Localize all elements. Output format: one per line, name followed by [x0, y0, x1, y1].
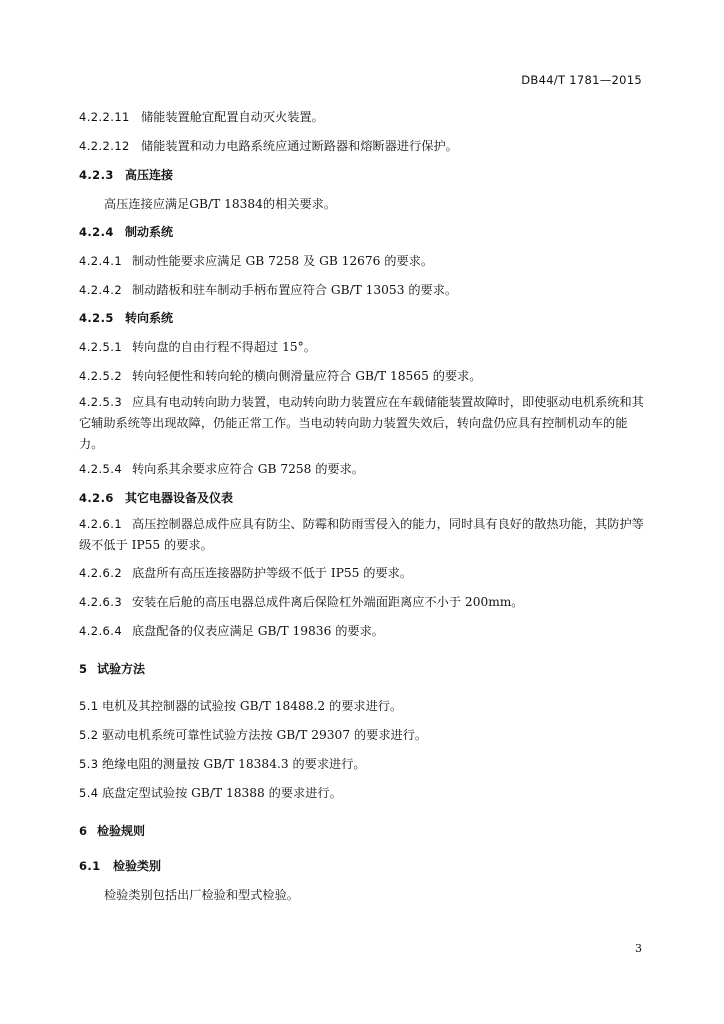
section-title: 其它电器设备及仪表 — [125, 491, 234, 505]
section-title: 高压连接 — [125, 168, 174, 182]
clause-number: 5.1 — [79, 699, 99, 713]
clause-number: 4.2.2.12 — [79, 139, 130, 153]
section-title: 制动系统 — [125, 225, 174, 239]
section-title: 检验类别 — [113, 859, 162, 873]
section-number: 4.2.4 — [79, 225, 114, 239]
chapter-title: 试验方法 — [97, 662, 146, 676]
clause-5-4 — [79, 784, 342, 801]
clause-4-2-5-1 — [79, 338, 316, 355]
page-number: 3 — [635, 942, 642, 955]
clause-5-1 — [79, 697, 402, 714]
clause-4-2-2-12 — [79, 137, 458, 154]
clause-4-2-5-2 — [79, 367, 481, 384]
chapter-number: 5 — [79, 662, 88, 676]
clause-number: 4.2.6.3 — [79, 595, 123, 609]
clause-text: 底盘定型试验按 GB/T 18388 的要求进行。 — [102, 786, 342, 800]
paragraph-text: 检验类别包括出厂检验和型式检验。 — [104, 888, 299, 902]
chapter-heading-5 — [79, 660, 145, 677]
chapter-title: 检验规则 — [97, 824, 146, 838]
section-heading-4-2-3 — [79, 166, 173, 183]
paragraph-text: 高压连接应满足GB/T 18384的相关要求。 — [104, 197, 337, 211]
clause-4-2-2-11 — [79, 108, 324, 125]
clause-number: 4.2.6.2 — [79, 566, 123, 580]
section-heading-4-2-5 — [79, 309, 173, 326]
section-heading-6-1 — [79, 857, 161, 874]
clause-text: 底盘配备的仪表应满足 GB/T 19836 的要求。 — [132, 624, 384, 638]
document-header-code: DB44/T 1781—2015 — [521, 73, 642, 87]
clause-number: 4.2.5.1 — [79, 340, 123, 354]
section-number: 4.2.5 — [79, 311, 114, 325]
clause-number: 4.2.4.1 — [79, 254, 123, 268]
clause-4-2-6-1 — [79, 514, 645, 556]
section-title: 转向系统 — [125, 311, 174, 325]
clause-number: 4.2.6.1 — [79, 517, 123, 531]
section-heading-4-2-4 — [79, 223, 173, 240]
clause-text: 高压控制器总成件应具有防尘、防霉和防雨雪侵入的能力，同时具有良好的散热功能，其防护等级不低于 IP55 的要求。 — [79, 517, 644, 552]
clause-text: 安装在后舱的高压电器总成件离后保险杠外端面距离应不小于 200mm。 — [132, 595, 524, 609]
clause-4-2-4-2 — [79, 281, 457, 298]
section-number: 6.1 — [79, 859, 101, 873]
clause-5-2 — [79, 726, 427, 743]
clause-4-2-6-2 — [79, 564, 412, 581]
chapter-heading-6 — [79, 822, 145, 839]
clause-text: 驱动电机系统可靠性试验方法按 GB/T 29307 的要求进行。 — [102, 728, 428, 742]
clause-number: 4.2.5.4 — [79, 462, 123, 476]
clause-number: 5.4 — [79, 786, 99, 800]
section-number: 4.2.3 — [79, 168, 114, 182]
clause-4-2-6-3 — [79, 593, 524, 610]
clause-4-2-6-4 — [79, 622, 384, 639]
clause-4-2-5-3 — [79, 392, 645, 455]
clause-4-2-5-4 — [79, 460, 364, 477]
clause-5-3 — [79, 755, 366, 772]
clause-text: 制动性能要求应满足 GB 7258 及 GB 12676 的要求。 — [132, 254, 434, 268]
clause-text: 转向盘的自由行程不得超过 15°。 — [132, 340, 316, 354]
clause-number: 4.2.6.4 — [79, 624, 123, 638]
clause-text: 应具有电动转向助力装置，电动转向助力装置应在车载储能装置故障时，即使驱动电机系统和其它辅助系统等出现故障，仍能正常工作。当电动转向助力装置失效后，转向盘仍应具有控制机动车的能力。 — [79, 395, 644, 451]
clause-number: 4.2.2.11 — [79, 110, 130, 124]
paragraph-high-voltage — [104, 195, 336, 212]
clause-text: 转向系其余要求应符合 GB 7258 的要求。 — [132, 462, 364, 476]
clause-text: 转向轻便性和转向轮的横向侧滑量应符合 GB/T 18565 的要求。 — [132, 369, 482, 383]
paragraph-inspection-categories — [104, 886, 299, 903]
clause-text: 制动踏板和驻车制动手柄布置应符合 GB/T 13053 的要求。 — [132, 283, 458, 297]
clause-4-2-4-1 — [79, 252, 433, 269]
section-number: 4.2.6 — [79, 491, 114, 505]
chapter-number: 6 — [79, 824, 88, 838]
clause-number: 4.2.4.2 — [79, 283, 123, 297]
clause-text: 电机及其控制器的试验按 GB/T 18488.2 的要求进行。 — [102, 699, 403, 713]
clause-number: 4.2.5.3 — [79, 395, 123, 409]
clause-text: 储能装置和动力电路系统应通过断路器和熔断器进行保护。 — [141, 139, 458, 153]
clause-number: 5.2 — [79, 728, 99, 742]
section-heading-4-2-6 — [79, 489, 233, 506]
clause-text: 底盘所有高压连接器防护等级不低于 IP55 的要求。 — [132, 566, 413, 580]
clause-text: 储能装置舱宜配置自动灭火装置。 — [141, 110, 324, 124]
clause-number: 5.3 — [79, 757, 99, 771]
clause-text: 绝缘电阻的测量按 GB/T 18384.3 的要求进行。 — [102, 757, 366, 771]
clause-number: 4.2.5.2 — [79, 369, 123, 383]
